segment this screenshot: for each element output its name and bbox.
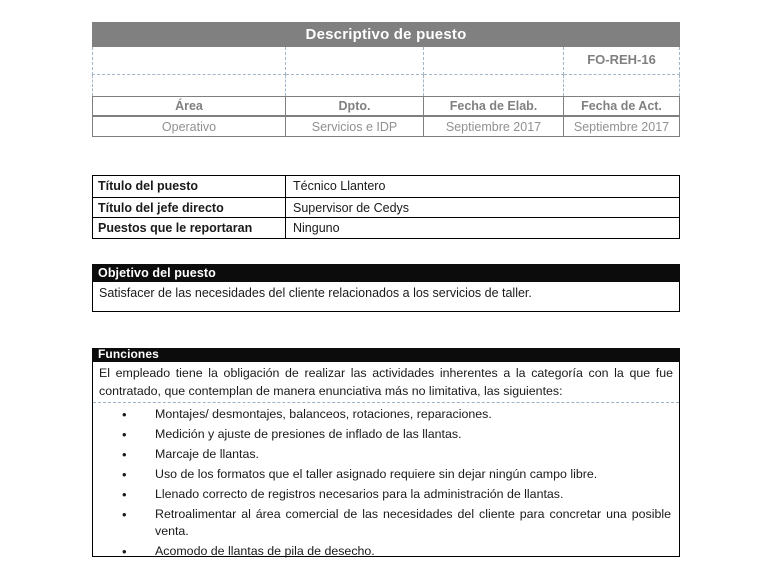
functions-list — [99, 406, 673, 560]
functions-section — [92, 348, 680, 557]
objective-section — [92, 264, 680, 312]
value-dpto: Servicios e IDP — [286, 117, 424, 137]
row-value-puestos-reportan: Ninguno — [293, 221, 340, 235]
empty-cell — [424, 75, 564, 96]
value-area: Operativo — [92, 117, 286, 137]
list-item: • Uso de los formatos que el taller asignado requiere sin dejar ningún campo libre. — [155, 466, 673, 483]
header-table — [92, 22, 680, 137]
empty-cell — [92, 47, 286, 75]
functions-body — [92, 362, 680, 557]
list-item: • Retroalimentar al área comercial de las necesidades del cliente para concretar una posible venta. — [155, 506, 673, 540]
header-code-row — [92, 47, 680, 75]
objective-heading: Objetivo del puesto — [92, 264, 680, 282]
row-label-puestos-reportan: Puestos que le reportaran — [93, 218, 286, 238]
list-item: • Medición y ajuste de presiones de inflado de las llantas. — [155, 426, 673, 443]
header-spacer-row — [92, 75, 680, 96]
page-break-dashed-line — [93, 402, 679, 403]
empty-cell — [92, 75, 286, 96]
value-fecha-elab: Septiembre 2017 — [424, 117, 564, 137]
document-title-bar: Descriptivo de puesto — [92, 22, 680, 47]
objective-body: Satisfacer de las necesidades del cliente relacionados a los servicios de taller. — [92, 282, 680, 312]
list-item: • Montajes/ desmontajes, balanceos, rotaciones, reparaciones. — [155, 406, 673, 423]
empty-cell — [286, 47, 424, 75]
table-row — [93, 176, 679, 197]
list-item: • Acomodo de llantas de pila de desecho. — [155, 543, 673, 560]
column-header-fecha-act: Fecha de Act. — [564, 97, 680, 116]
functions-intro: El empleado tiene la obligación de realizar las actividades inherentes a la categoría con la que fue contratado, que contemplan de manera enunciativa más no limitativa, las siguientes: — [99, 366, 673, 398]
header-values-row — [92, 116, 680, 137]
row-label-titulo-puesto: Título del puesto — [93, 176, 286, 197]
row-value-titulo-puesto: Técnico Llantero — [293, 179, 386, 193]
form-code: FO-REH-16 — [564, 47, 680, 75]
column-header-fecha-elab: Fecha de Elab. — [424, 97, 564, 116]
header-columns-row — [92, 96, 680, 116]
row-value-jefe-directo: Supervisor de Cedys — [293, 200, 410, 215]
list-item: • Marcaje de llantas. — [155, 446, 673, 463]
empty-cell — [564, 75, 680, 96]
empty-cell — [424, 47, 564, 75]
column-header-area: Área — [92, 97, 286, 116]
functions-heading: Funciones — [92, 348, 680, 362]
row-label-jefe-directo: Título del jefe directo — [93, 198, 286, 218]
table-row — [93, 197, 679, 218]
value-fecha-act: Septiembre 2017 — [564, 117, 680, 137]
table-row — [93, 217, 679, 238]
list-item: • Llenado correcto de registros necesarios para la administración de llantas. — [155, 486, 673, 503]
empty-cell — [286, 75, 424, 96]
column-header-dpto: Dpto. — [286, 97, 424, 116]
position-table — [92, 175, 680, 239]
